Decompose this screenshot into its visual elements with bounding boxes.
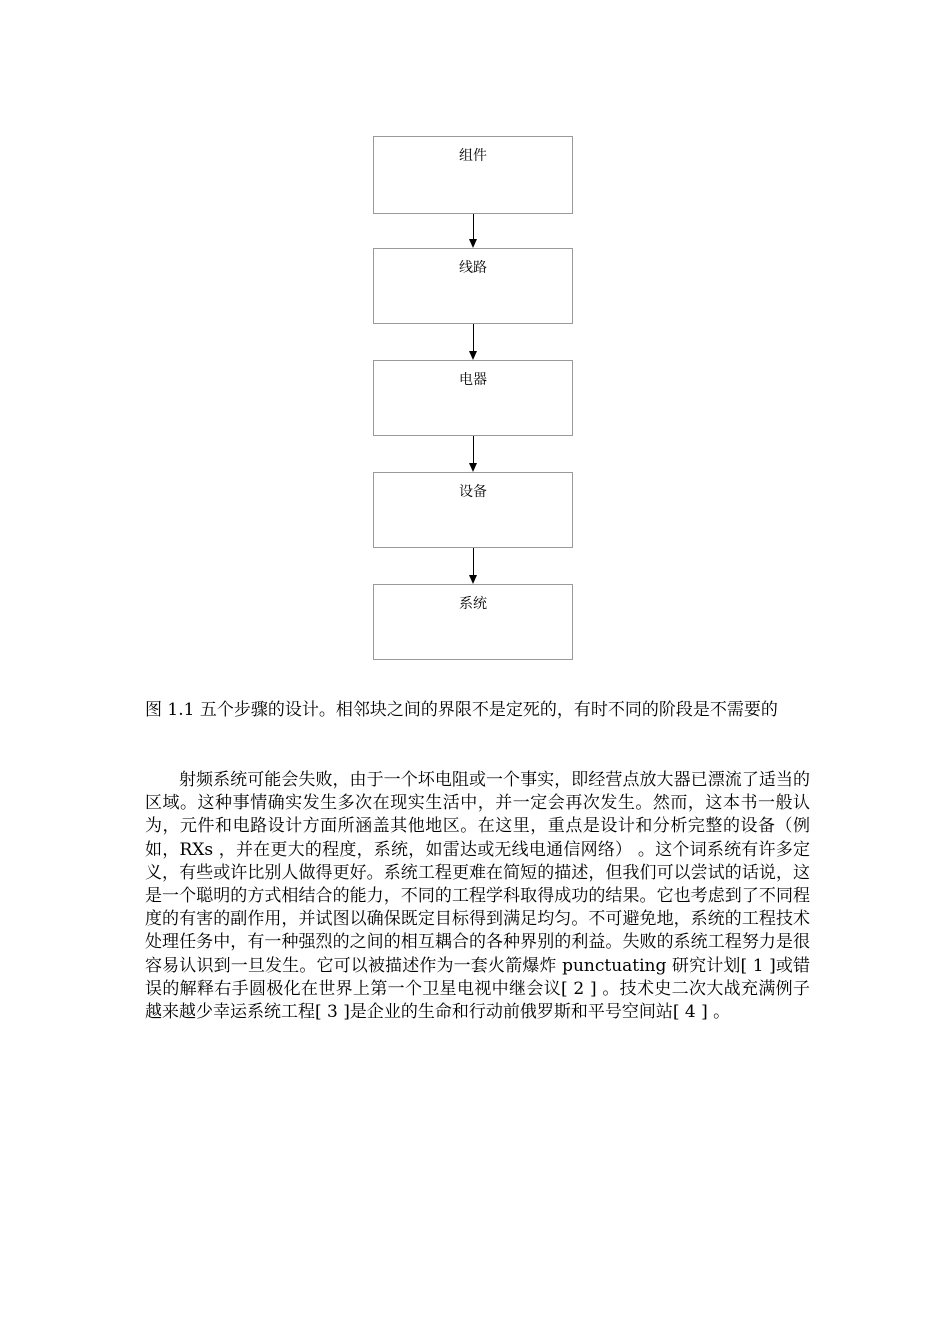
flow-connector	[473, 214, 474, 240]
flow-box-label: 系统	[459, 596, 487, 612]
flow-box-label: 线路	[459, 260, 487, 276]
flow-box-label: 电器	[459, 372, 487, 388]
flow-box-appliances	[373, 360, 573, 436]
arrow-down-icon	[469, 463, 477, 472]
flow-box-label: 组件	[459, 148, 487, 164]
arrow-down-icon	[469, 239, 477, 248]
flow-box-components	[373, 136, 573, 214]
body-paragraph: 射频系统可能会失败，由于一个坏电阻或一个事实，即经营点放大器已漂流了适当的区域。这种事情确实发生多次在现实生活中，并一定会再次发生。然而，这本书一般认为，元件和电路设计方面所涵盖其他地区。在这里，重点是设计和分析完整的设备（例如，RXs ，并在更大的程度，系统，如雷达或无线电通信网络） 。这个词系统有许多定义，有些或许比别人做得更好。系统工程更难在简短的描述，但我们可以尝试的话说，这是一个聪明的方式相结合的能力，不同的工程学科取得成功的结果。它也考虑到了不同程度的有害的副作用，并试图以确保既定目标得到满足均匀。不可避免地，系统的工程技术处理任务中，有一种强烈的之间的相互耦合的各种界别的利益。失败的系统工程努力是很容易认识到一旦发生。它可以被描述作为一套火箭爆炸 punctuating 研究计划[ 1 ]或错误的解释右手圆极化在世界上第一个卫星电视中继会议[ 2 ] 。技术史二次大战充满例子越来越少幸运系统工程[ 3 ]是企业的生命和行动前俄罗斯和平号空间站[ 4 ] 。	[145, 770, 810, 1023]
flow-connector	[473, 548, 474, 576]
flow-connector	[473, 436, 474, 464]
arrow-down-icon	[469, 575, 477, 584]
figure-caption: 图 1.1 五个步骤的设计。相邻块之间的界限不是定死的，有时不同的阶段是不需要的	[145, 700, 778, 720]
flow-box-systems	[373, 584, 573, 660]
flow-box-label: 设备	[459, 484, 487, 500]
flow-box-equipment	[373, 472, 573, 548]
arrow-down-icon	[469, 351, 477, 360]
flow-connector	[473, 324, 474, 352]
flow-box-circuits	[373, 248, 573, 324]
